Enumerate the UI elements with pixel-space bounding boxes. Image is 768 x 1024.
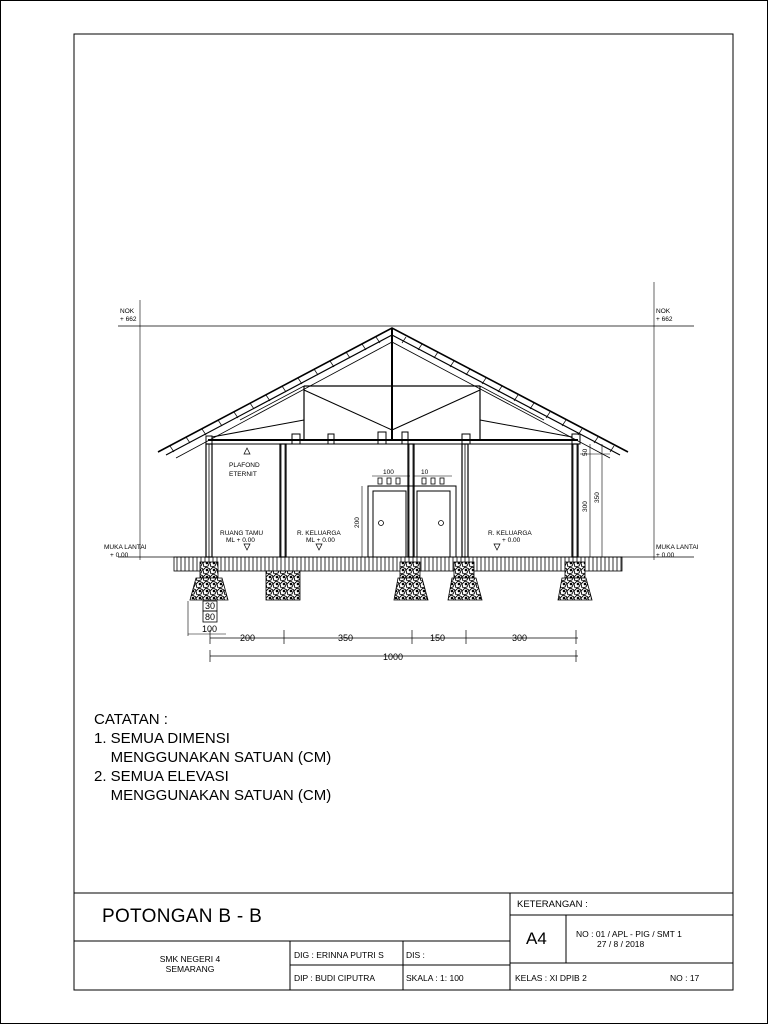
door-left	[373, 491, 406, 557]
floor-left-label: MUKA LANTAI	[104, 544, 147, 551]
eternit-label: ETERNIT	[229, 471, 257, 478]
note-line-4: MENGGUNAKAN SATUAN (CM)	[94, 787, 332, 804]
drawing-frame	[74, 34, 733, 990]
nok-left-label: NOK	[120, 308, 135, 315]
foot-dim-30: 30	[205, 601, 216, 611]
class-field: KELAS : XI DPIB 2	[515, 973, 587, 983]
dim-50: 50	[582, 448, 589, 456]
wall-2	[280, 444, 286, 557]
dip-field: DIP : BUDI CIPUTRA	[294, 973, 376, 983]
school-name-2: SEMARANG	[165, 964, 215, 974]
note-line-2: MENGGUNAKAN SATUAN (CM)	[94, 749, 332, 766]
floor-right-value: + 0.00	[656, 552, 675, 559]
keterangan-label: KETERANGAN :	[517, 899, 588, 910]
foot-dim-80: 80	[205, 612, 216, 622]
notes-block	[94, 710, 331, 805]
scale-field: SKALA : 1: 100	[406, 973, 464, 983]
nok-right-value: + 662	[656, 316, 673, 323]
room-2-name: R. KELUARGA	[297, 530, 341, 537]
note-line-1: 1. SEMUA DIMENSI	[94, 730, 230, 747]
note-line-3: 2. SEMUA ELEVASI	[94, 768, 229, 785]
room-1-name: RUANG TAMU	[220, 530, 264, 537]
wall-4	[462, 444, 468, 557]
floor-right-label: MUKA LANTAI	[656, 544, 699, 551]
foot-dim-100: 100	[202, 624, 218, 634]
nok-right-label: NOK	[656, 308, 671, 315]
ground-slab	[174, 557, 622, 571]
span-dim-1: 200	[240, 633, 256, 643]
floor-left-value: + 0.00	[110, 552, 129, 559]
dim-door-width: 100	[383, 469, 394, 476]
dim-200: 200	[354, 517, 361, 528]
span-dim-4: 300	[512, 633, 528, 643]
dim-350v: 350	[594, 492, 601, 503]
nok-left-value: + 662	[120, 316, 137, 323]
room-3-name: R. KELUARGA	[488, 530, 532, 537]
dim-10: 10	[421, 469, 429, 476]
school-name-1: SMK NEGERI 4	[159, 954, 221, 964]
door-right	[417, 491, 450, 557]
span-dim-3: 150	[430, 633, 446, 643]
room-3-elev: + 0.00	[502, 537, 521, 544]
page-border	[1, 1, 768, 1024]
number-field: NO : 17	[670, 973, 700, 983]
wall-5	[572, 444, 578, 557]
room-2-elev: ML + 0.00	[306, 537, 335, 544]
wall-1	[206, 444, 212, 557]
notes-heading: CATATAN :	[94, 711, 168, 728]
dig-field: DIG : ERINNA PUTRI S	[294, 950, 384, 960]
paper-size: A4	[526, 929, 547, 948]
doc-date: 27 / 8 / 2018	[597, 939, 645, 949]
plafond-label: PLAFOND	[229, 462, 260, 469]
doc-number: NO : 01 / APL - PIG / SMT 1	[576, 929, 682, 939]
dim-300v: 300	[582, 501, 589, 512]
dis-field: DIS :	[406, 950, 425, 960]
drawing-title: POTONGAN B - B	[102, 906, 263, 927]
total-dim: 1000	[383, 652, 404, 662]
wall-3	[408, 444, 414, 557]
span-dim-2: 350	[338, 633, 354, 643]
room-1-elev: ML + 0.00	[226, 537, 255, 544]
